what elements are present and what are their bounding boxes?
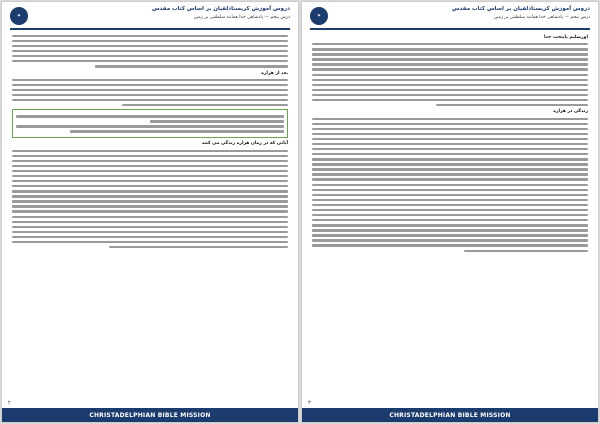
section-heading: اورشلیم پایتخت خدا [544, 35, 588, 40]
footer-label: CHRISTADELPHIAN BIBLE MISSION [389, 411, 511, 419]
header-title: دروس آموزش کریستادلفیان بر اساس کتاب مقدس [151, 6, 290, 12]
section-heading: زندگی در هزاره [553, 109, 588, 115]
quote-box [12, 109, 288, 138]
right-page [302, 2, 598, 422]
page-footer [2, 408, 298, 422]
logo-icon: ✦ [310, 7, 328, 25]
header-subtitle: درس پنجم — پادشاهی خدا همانند سلطنتی بر زمین [193, 15, 290, 20]
left-page [2, 2, 298, 422]
page-footer [302, 408, 598, 422]
page-body [12, 32, 288, 400]
section-heading: آیاتی که در زمان هزاره زندگی می کنند [201, 141, 288, 147]
page-number: ۲ [8, 400, 11, 406]
section-heading: بعد از هزاره [261, 70, 288, 76]
page-body [312, 32, 588, 400]
footer-label: CHRISTADELPHIAN BIBLE MISSION [89, 411, 211, 419]
header-subtitle: درس پنجم — پادشاهی خدا همانند سلطنتی بر زمین [493, 15, 590, 20]
header-title: دروس آموزش کریستادلفیان بر اساس کتاب مقدس [451, 6, 590, 12]
page-header [10, 6, 290, 30]
page-number: ۳ [308, 400, 311, 406]
page-header [310, 6, 590, 30]
logo-icon: ✦ [10, 7, 28, 25]
